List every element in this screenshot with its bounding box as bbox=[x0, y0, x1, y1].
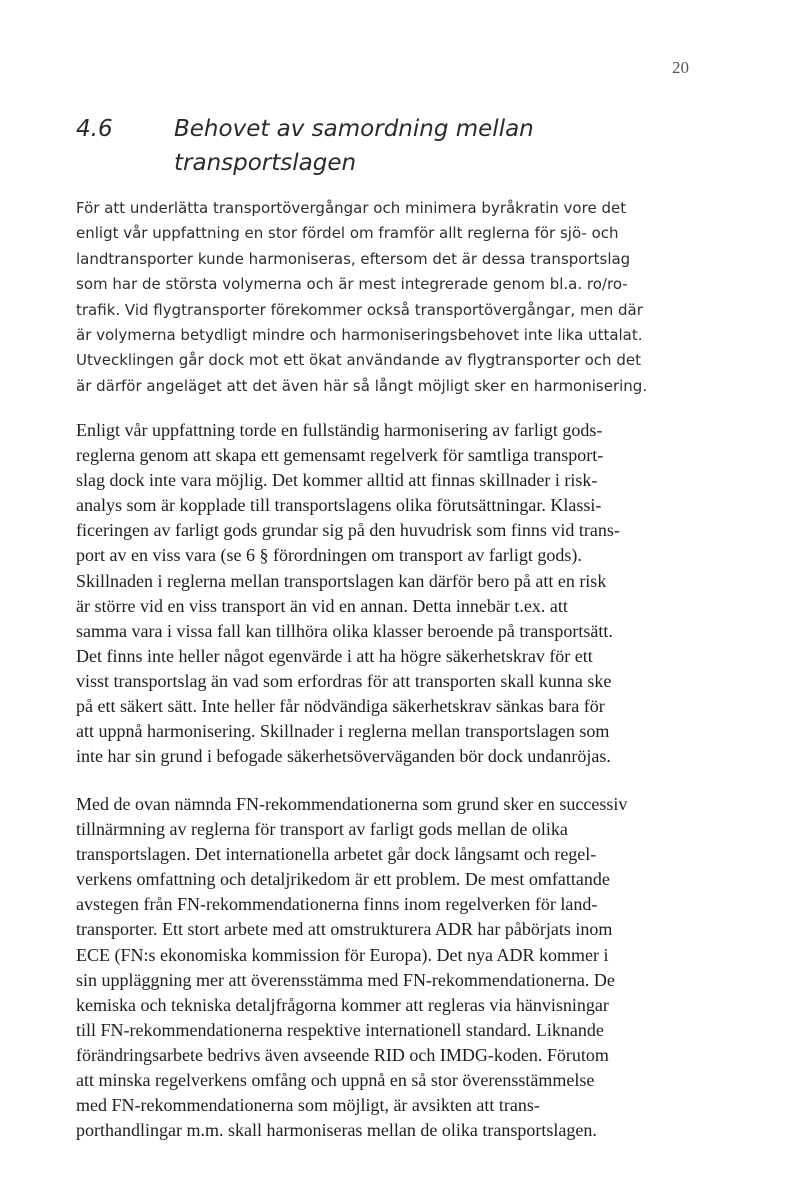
text-line: Med de ovan nämnda FN-rekommendationerna som grund sker en successiv bbox=[76, 794, 628, 814]
text-line: porthandlingar m.m. skall harmoniseras mellan de olika transportslagen. bbox=[76, 1120, 597, 1141]
text-line: är volymerna betydligt mindre och harmoniseringsbehovet inte lika uttalat. bbox=[76, 326, 643, 345]
text-line: inte har sin grund i befogade säkerhetsöverväganden bör dock undanröjas. bbox=[76, 746, 611, 767]
text-line: förändringsarbete bedrivs även avseende RID och IMDG-koden. Förutom bbox=[76, 1044, 609, 1065]
text-line: port av en viss vara (se 6 § förordningen om transport av farligt gods). bbox=[76, 545, 582, 566]
text-line: kemiska och tekniska detaljfrågorna kommer att regleras via hänvisningar bbox=[76, 994, 609, 1015]
text-line: Utvecklingen går dock mot ett ökat användande av flygtransporter och det bbox=[76, 351, 641, 370]
text-line: ECE (FN:s ekonomiska kommission för Europa). Det nya ADR kommer i bbox=[76, 944, 609, 965]
section-title-line: transportslagen bbox=[174, 150, 357, 176]
text-line: på ett säkert sätt. Inte heller får nödvändiga säkerhetskrav sänkas bara för bbox=[76, 696, 605, 717]
text-line: reglerna genom att skapa ett gemensamt regelverk för samtliga transport- bbox=[76, 445, 604, 466]
text-line: landtransporter kunde harmoniseras, eftersom det är dessa transportslag bbox=[76, 249, 631, 268]
text-line: trafik. Vid flygtransporter förekommer också transportövergångar, men där bbox=[76, 300, 643, 319]
paragraph-3 bbox=[76, 792, 706, 1143]
text-line: slag dock inte vara möjlig. Det kommer alltid att finnas skillnader i risk- bbox=[76, 470, 598, 491]
section-title-line: Behovet av samordning mellan bbox=[174, 116, 534, 142]
text-line: avstegen från FN-rekommendationerna finns inom regelverken för land- bbox=[76, 894, 598, 915]
text-line: samma vara i vissa fall kan tillhöra olika klasser beroende på transportsätt. bbox=[76, 620, 613, 641]
page-number: 20 bbox=[672, 58, 689, 77]
text-line: enligt vår uppfattning en stor fördel om framför allt reglerna för sjö- och bbox=[76, 224, 619, 243]
text-line: att minska regelverkens omfång och uppnå en så stor överensstämmelse bbox=[76, 1070, 595, 1091]
section-title bbox=[174, 112, 574, 180]
text-line: som har de största volymerna och är mest integrerade genom bl.a. ro/ro- bbox=[76, 275, 628, 294]
text-line: med FN-rekommendationerna som möjligt, är avsikten att trans- bbox=[76, 1095, 540, 1116]
paragraph-2 bbox=[76, 418, 706, 769]
text-line: till FN-rekommendationerna respektive internationell standard. Liknande bbox=[76, 1019, 604, 1040]
text-line: transportslagen. Det internationella arbetet går dock långsamt och regel- bbox=[76, 844, 597, 865]
text-line: Enligt vår uppfattning torde en fullständig harmonisering av farligt gods- bbox=[76, 420, 603, 440]
text-line: verkens omfattning och detaljrikedom är ett problem. De mest omfattande bbox=[76, 869, 610, 890]
text-line: ficeringen av farligt gods grundar sig på den huvudrisk som finns vid trans- bbox=[76, 520, 620, 541]
text-line: visst transportslag än vad som erfordras för att transporten skall kunna ske bbox=[76, 670, 612, 691]
text-line: sin uppläggning mer att överensstämma med FN-rekommendationerna. De bbox=[76, 969, 615, 990]
text-line: att uppnå harmonisering. Skillnader i reglerna mellan transportslagen som bbox=[76, 721, 610, 742]
text-line: är större vid en viss transport än vid en annan. Detta innebär t.ex. att bbox=[76, 595, 568, 616]
paragraph-1 bbox=[76, 196, 706, 399]
text-line: analys som är kopplade till transportslagens olika förutsättningar. Klassi- bbox=[76, 495, 602, 516]
text-line: För att underlätta transportövergångar och minimera byråkratin vore det bbox=[76, 199, 627, 217]
text-line: transporter. Ett stort arbete med att omstrukturera ADR har påbörjats inom bbox=[76, 919, 613, 940]
text-line: tillnärmning av reglerna för transport av farligt gods mellan de olika bbox=[76, 819, 568, 840]
text-line: Det finns inte heller något egenvärde i att ha högre säkerhetskrav för ett bbox=[76, 645, 593, 666]
text-line: är därför angeläget att det även här så långt möjligt sker en harmonisering. bbox=[76, 376, 648, 395]
text-line: Skillnaden i reglerna mellan transportslagen kan därför bero på att en risk bbox=[76, 570, 607, 591]
section-heading bbox=[76, 112, 716, 180]
section-number: 4.6 bbox=[76, 116, 113, 142]
